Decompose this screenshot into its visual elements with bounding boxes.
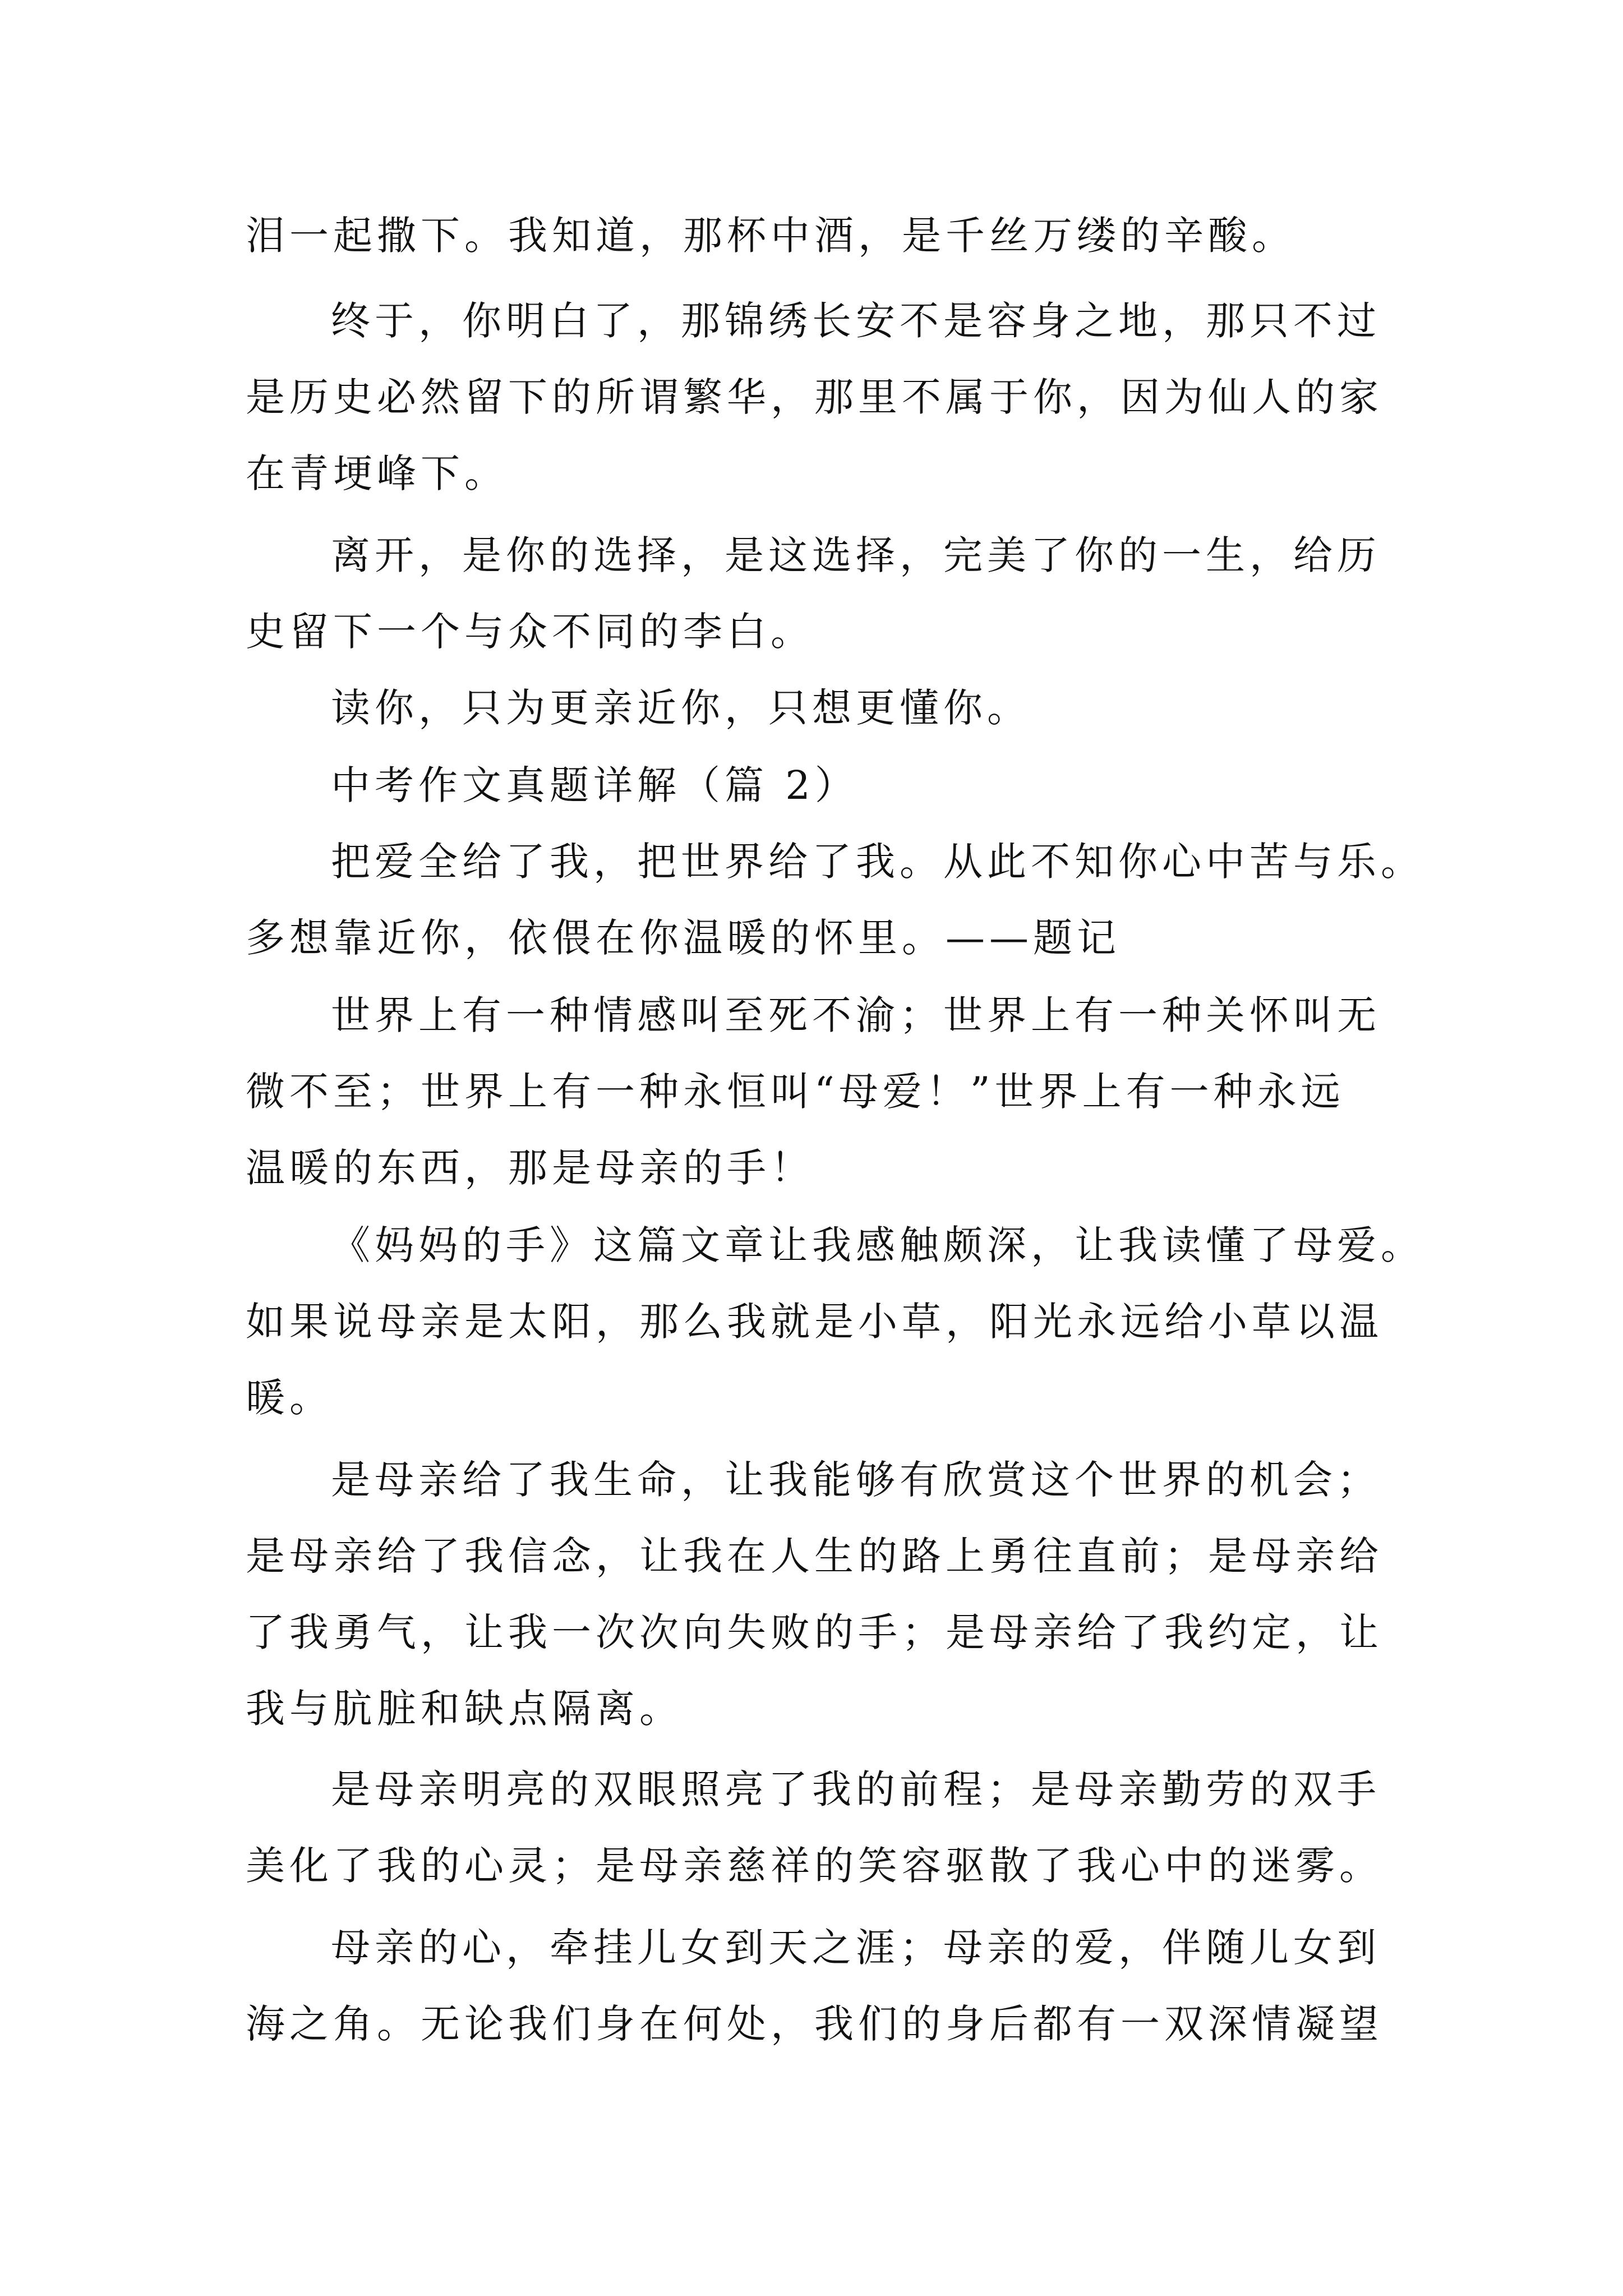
text-line: 泪一起撒下。我知道，那杯中酒，是千丝万缕的辛酸。 [246, 213, 1295, 259]
text-line: 把爱全给了我，把世界给了我。从此不知你心中苦与乐。 [331, 839, 1424, 885]
text-line: 暖。 [246, 1375, 333, 1421]
text-line: 母亲的心，牵挂儿女到天之涯；母亲的爱，伴随儿女到 [331, 1925, 1381, 1971]
text-line: 读你，只为更亲近你，只想更懂你。 [331, 685, 1031, 731]
section-heading: 中考作文真题详解（篇 2） [331, 762, 859, 808]
text-line: 美化了我的心灵；是母亲慈祥的笑容驱散了我心中的迷雾。 [246, 1843, 1383, 1889]
text-line: 离开，是你的选择，是这选择，完美了你的一生，给历 [331, 532, 1381, 578]
text-line: 如果说母亲是太阳，那么我就是小草，阳光永远给小草以温 [246, 1299, 1383, 1345]
text-line: 了我勇气，让我一次次向失败的手；是母亲给了我约定，让 [246, 1609, 1383, 1655]
text-line: 《妈妈的手》这篇文章让我感触颇深，让我读懂了母爱。 [331, 1222, 1424, 1268]
text-line: 是历史必然留下的所谓繁华，那里不属于你，因为仙人的家 [246, 374, 1383, 420]
text-line: 终于，你明白了，那锦绣长安不是容身之地，那只不过 [331, 298, 1381, 344]
text-line: 微不至；世界上有一种永恒叫“母爱！”世界上有一种永远 [246, 1069, 1345, 1115]
text-line: 多想靠近你，依偎在你温暖的怀里。——题记 [246, 915, 1121, 961]
text-line: 我与肮脏和缺点隔离。 [246, 1686, 683, 1732]
text-line: 世界上有一种情感叫至死不渝；世界上有一种关怀叫无 [331, 992, 1381, 1038]
text-line: 史留下一个与众不同的李白。 [246, 609, 814, 655]
text-line: 在青埂峰下。 [246, 450, 508, 496]
text-line: 温暖的东西，那是母亲的手！ [246, 1145, 814, 1191]
text-line: 是母亲明亮的双眼照亮了我的前程；是母亲勤劳的双手 [331, 1766, 1381, 1812]
text-line: 是母亲给了我信念，让我在人生的路上勇往直前；是母亲给 [246, 1533, 1383, 1579]
text-line: 海之角。无论我们身在何处，我们的身后都有一双深情凝望 [246, 2001, 1383, 2047]
text-line: 是母亲给了我生命，让我能够有欣赏这个世界的机会； [331, 1457, 1381, 1503]
